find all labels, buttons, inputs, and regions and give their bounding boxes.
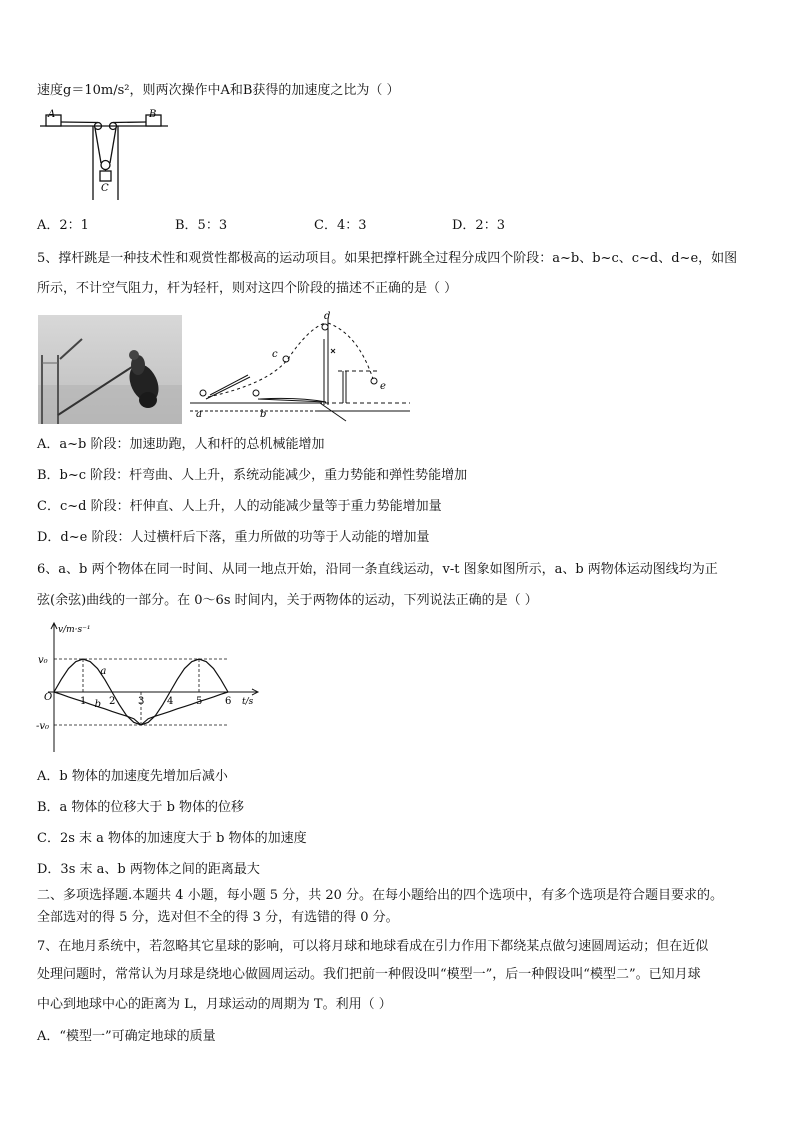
origin-label: O (44, 692, 53, 703)
q5-option-b: B．b~c 阶段：杆弯曲、人上升，系统动能减少，重力势能和弹性势能增加 (37, 468, 468, 483)
q4-option-b: B．5：3 (175, 218, 228, 233)
x-tick-label: 3 (138, 696, 145, 707)
q6-option-d: D．3s 末 a、b 两物体之间的距离最大 (37, 862, 260, 877)
pole-vault-phase-diagram (188, 309, 414, 427)
diagram-label-c: c (272, 349, 278, 360)
q4-options (37, 217, 737, 235)
q6-stem-line-1: 6、a、b 两个物体在同一时间、从同一地点开始，沿同一条直线运动，v-t 图象如图所示，a、b 两物体运动图线均为正 (37, 562, 718, 577)
label-B: B (149, 109, 157, 120)
q6-stem-line-2: 弦(余弦)曲线的一部分。在 0～6s 时间内，关于两物体的运动，下列说法正确的是（ ） (37, 593, 538, 608)
diagram-label-e: e (380, 381, 386, 392)
q6-option-a: A．b 物体的加速度先增加后减小 (37, 769, 228, 784)
label-A: A (48, 109, 56, 120)
q5-option-c: C．c~d 阶段：杆伸直、人上升，人的动能减少量等于重力势能增加量 (37, 499, 442, 514)
q5-stem-line-2: 所示，不计空气阻力，杆为轻杆，则对这四个阶段的描述不正确的是（ ） (37, 281, 458, 296)
q7-option-a: A．“模型一”可确定地球的质量 (37, 1029, 216, 1044)
series-b-label: b (94, 698, 102, 710)
section-2-instructions-line-2: 全部选对的得 5 分，选对但不全的得 3 分，有选错的得 0 分。 (37, 910, 399, 925)
x-tick-label: 2 (109, 696, 116, 707)
diagram-label-d: d (324, 311, 331, 322)
q5-option-d: D．d~e 阶段：人过横杆后下落，重力所做的功等于人动能的增加量 (37, 530, 430, 545)
pulley-figure (38, 108, 178, 203)
x-tick-label: 6 (225, 696, 232, 707)
pole-vault-photo (38, 315, 182, 424)
section-2-instructions-line-1: 二、多项选择题.本题共 4 小题，每小题 5 分，共 20 分。在每小题给出的四个选项中，有多个选项是符合题目要求的。 (37, 888, 724, 903)
y-axis-label: v/m·s⁻¹ (58, 625, 91, 635)
v-t-graph (36, 620, 266, 755)
q5-option-a: A．a~b 阶段：加速助跑，人和杆的总机械能增加 (37, 437, 325, 452)
x-tick-label: 1 (80, 696, 87, 707)
q5-stem-line-1: 5、撑杆跳是一种技术性和观赏性都极高的运动项目。如果把撑杆跳全过程分成四个阶段：a~b、b~c、c~d、d~e，如图 (37, 251, 738, 266)
q7-stem-line-1: 7、在地月系统中，若忽略其它星球的影响，可以将月球和地球看成在引力作用下都绕某点做匀速圆周运动；但在近似 (37, 939, 709, 954)
series-a-label: a (100, 665, 107, 677)
y-tick-v0: v₀ (38, 655, 48, 666)
q7-stem-line-2: 处理问题时，常常认为月球是绕地心做圆周运动。我们把前一种假设叫“模型一”，后一种假设叫“模型二”。已知月球 (37, 967, 701, 982)
q4-option-c: C．4：3 (314, 218, 367, 233)
q6-option-b: B．a 物体的位移大于 b 物体的位移 (37, 800, 245, 815)
x-tick-label: 4 (167, 696, 174, 707)
q4-option-a: A．2：1 (37, 218, 89, 233)
diagram-label-b: b (260, 409, 267, 420)
x-tick-label: 5 (196, 696, 203, 707)
q6-option-c: C．2s 末 a 物体的加速度大于 b 物体的加速度 (37, 831, 307, 846)
diagram-label-a: a (196, 409, 202, 420)
label-C: C (101, 183, 109, 194)
q4-stem-tail: 速度g＝10m/s²，则两次操作中A和B获得的加速度之比为（ ） (37, 83, 400, 98)
q7-stem-line-3: 中心到地球中心的距离为 L，月球运动的周期为 T。利用（ ） (37, 997, 392, 1012)
q4-option-d: D．2：3 (452, 218, 505, 233)
x-axis-label: t/s (242, 697, 254, 707)
y-tick-minus-v0: -v₀ (36, 721, 50, 732)
